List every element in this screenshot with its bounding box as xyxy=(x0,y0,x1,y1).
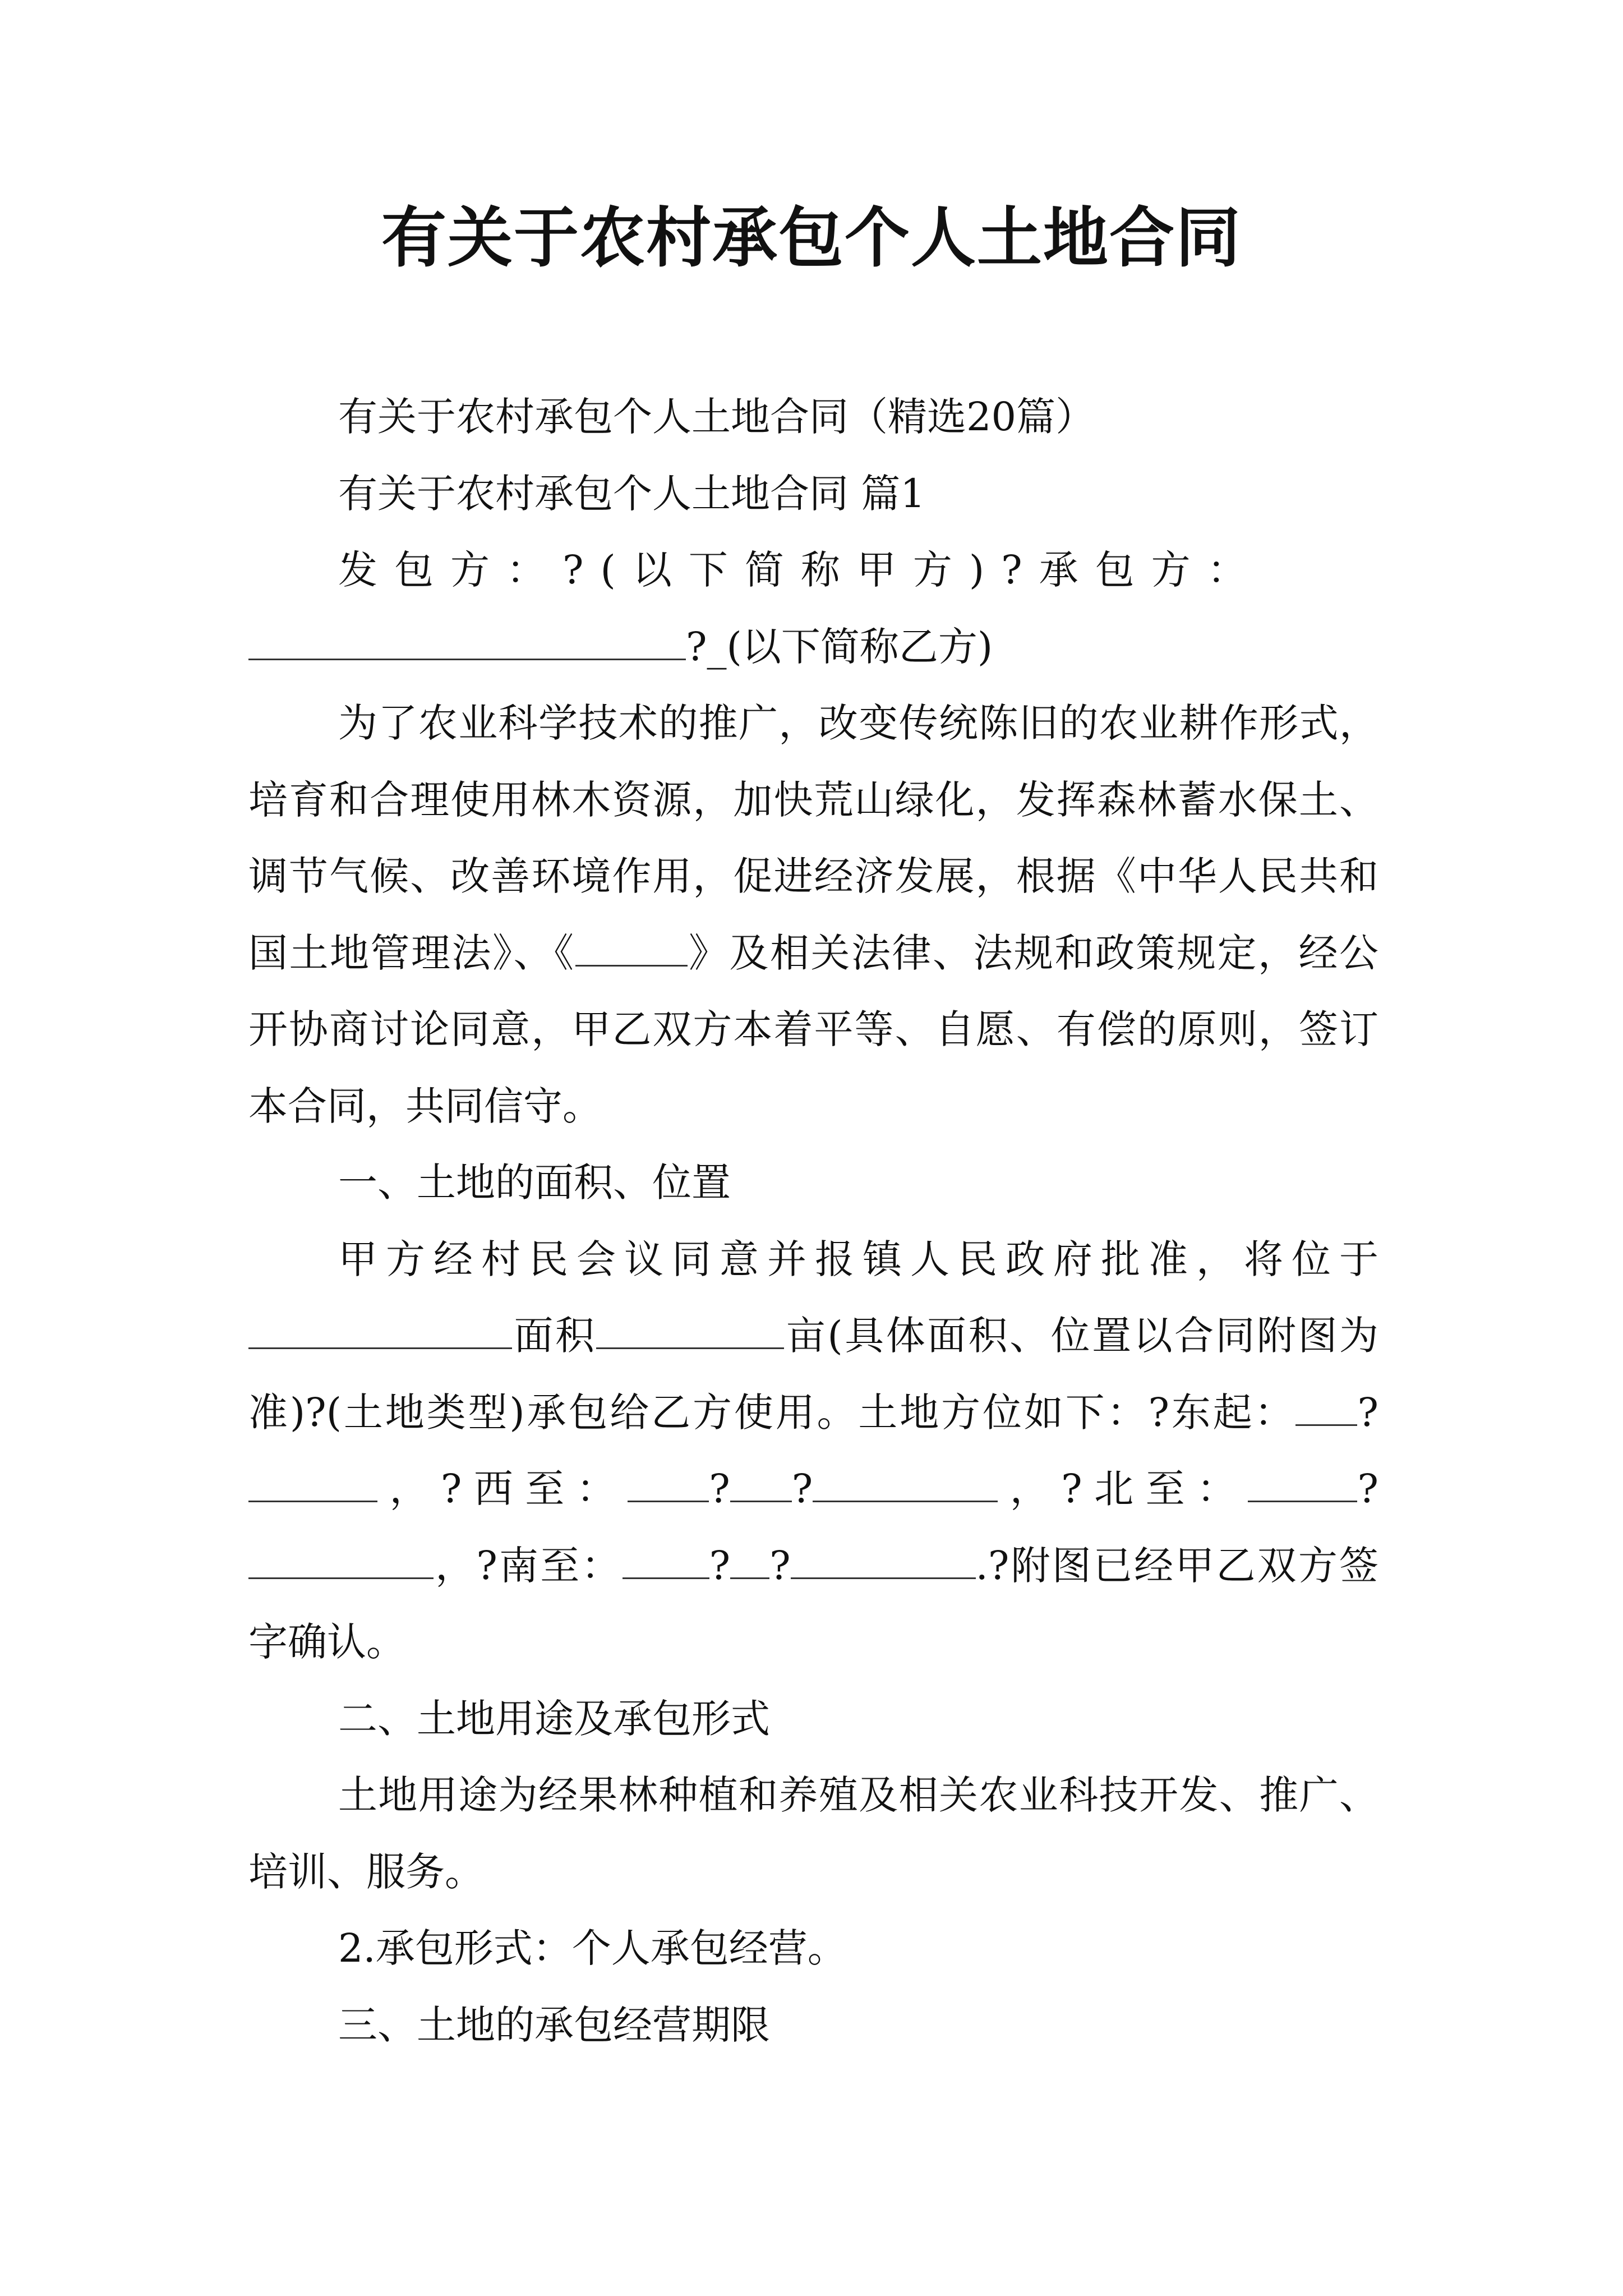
blank-east-2 xyxy=(248,1464,377,1503)
blank-law-name xyxy=(575,927,688,967)
blank-party-b xyxy=(248,621,686,660)
parties-suffix: ?_(以下简称乙方) xyxy=(686,623,993,670)
q-mark: ? xyxy=(1357,1466,1378,1512)
blank-west-3 xyxy=(813,1464,998,1503)
subtitle: 有关于农村承包个人土地合同（精选20篇） xyxy=(338,394,1095,440)
preamble-tail: 》及相关法律、法规和政策规定，经公开协商讨论同意，甲乙双方本着平等、自愿、有偿的原则，签订本合同，共同信守。 xyxy=(248,930,1378,1129)
north-label: ，?北至： xyxy=(998,1466,1248,1512)
blank-area xyxy=(596,1310,784,1350)
blank-south-3 xyxy=(791,1540,976,1579)
q-mark: ? xyxy=(1357,1389,1378,1435)
parties-line: 发包方：?(以下简称甲方)?承包方： xyxy=(338,547,1264,593)
blank-west-2 xyxy=(730,1464,792,1503)
section1-paragraph xyxy=(248,1221,1378,1681)
section2-paragraph-2: 2.承包形式：个人承包经营。 xyxy=(338,1925,847,1971)
attach-confirm: .?附图已经甲乙双方签字确认。 xyxy=(248,1542,1379,1665)
blank-north-2 xyxy=(248,1540,434,1579)
section1-mu-text: 亩(具体面积、位置以合同附图为准)?(土地类型)承包给乙方使用。土地方位如下：?东起： xyxy=(248,1313,1379,1435)
section3-heading: 三、土地的承包经营期限 xyxy=(338,2001,770,2048)
preamble-text: 为了农业科学技术的推广，改变传统陈旧的农业耕作形式，培育和合理使用林木资源，加快荒山绿化，发挥森林蓄水保土、调节气候、改善环境作用，促进经济发展，根据《中华人民共和国土地管理法》、《 xyxy=(248,700,1378,976)
area-label: 面积 xyxy=(512,1313,597,1359)
document-body xyxy=(248,379,1378,2063)
chapter-heading: 有关于农村承包个人土地合同 篇1 xyxy=(338,470,925,517)
blank-west-1 xyxy=(628,1464,709,1503)
blank-north-1 xyxy=(1248,1464,1357,1503)
section1-heading: 一、土地的面积、位置 xyxy=(338,1159,731,1205)
parties-line-2 xyxy=(248,609,1378,685)
q-mark: ? xyxy=(709,1466,730,1512)
blank-south-2 xyxy=(730,1540,769,1579)
q-mark: ? xyxy=(791,1466,813,1512)
document-title: 有关于农村承包个人土地合同 xyxy=(381,200,1242,276)
blank-location xyxy=(248,1310,512,1350)
south-label: ，?南至： xyxy=(434,1542,623,1589)
section1-text: 甲方经村民会议同意并报镇人民政府批准，将位于 xyxy=(338,1236,1378,1282)
blank-east-1 xyxy=(1295,1387,1357,1426)
blank-south-1 xyxy=(623,1540,709,1579)
section2-heading: 二、土地用途及承包形式 xyxy=(338,1695,770,1742)
q-mark: ? xyxy=(709,1542,731,1589)
q-mark: ? xyxy=(769,1542,791,1589)
section2-paragraph-1: 土地用途为经果林种植和养殖及相关农业科技开发、推广、培训、服务。 xyxy=(248,1772,1378,1895)
preamble-paragraph xyxy=(248,685,1378,1144)
west-label: ，?西至： xyxy=(377,1466,628,1512)
